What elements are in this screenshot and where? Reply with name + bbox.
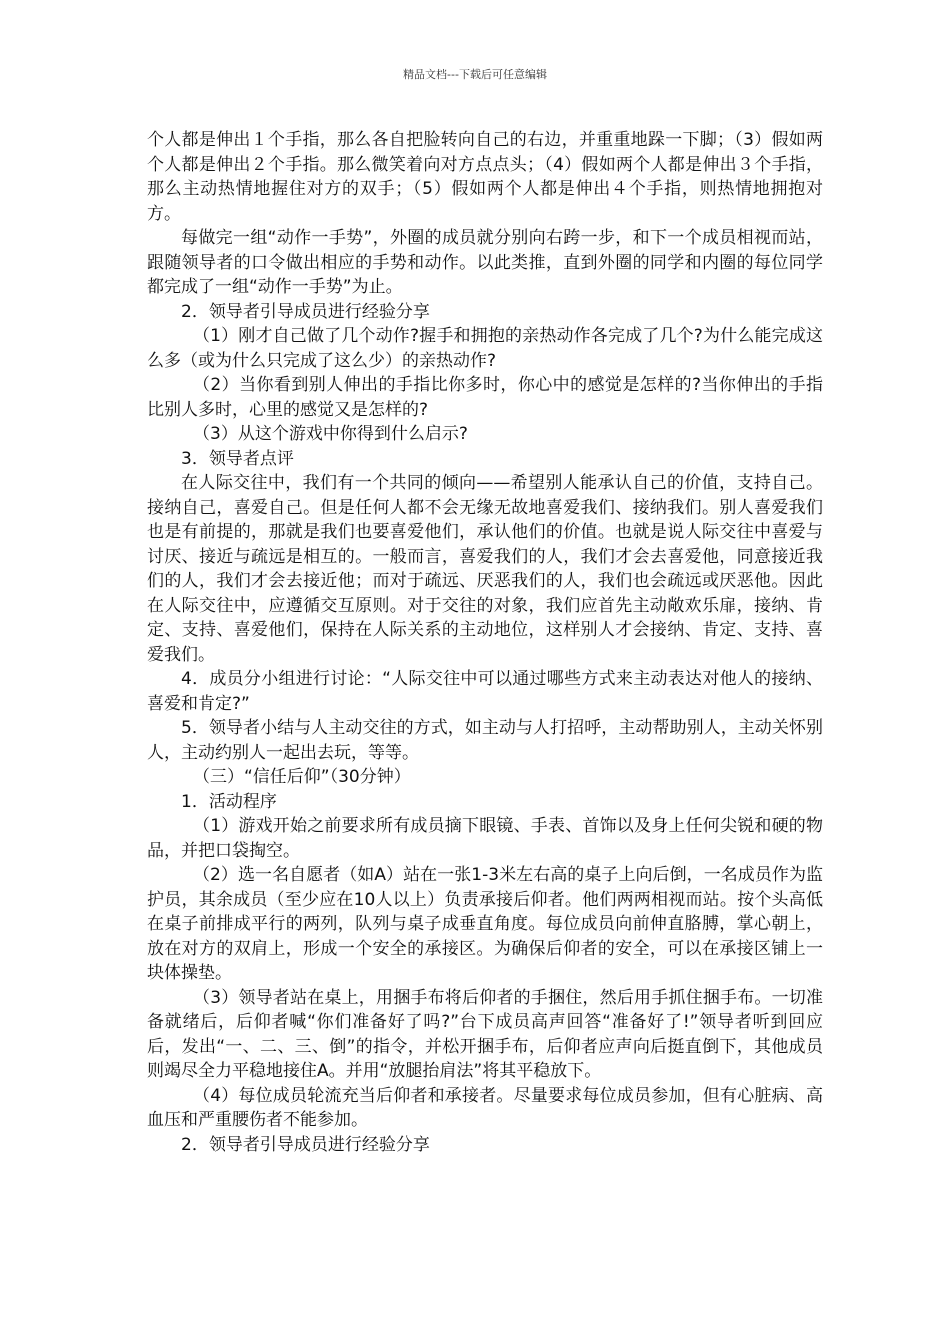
- paragraph: 在人际交往中，我们有一个共同的倾向——希望别人能承认自己的价值，支持自己。接纳自己，喜爱自己。但是任何人都不会无缘无故地喜爱我们、接纳我们。别人喜爱我们也是有前提的，那就是我们也要喜爱他们，承认他们的价值。也就是说人际交往中喜爱与讨厌、接近与疏远是相互的。一般而言，喜爱我们的人，我们才会去喜爱他，同意接近我们的人，我们才会去接近他；而对于疏远、厌恶我们的人，我们也会疏远或厌恶他。因此在人际交往中，应遵循交互原则。对于交往的对象，我们应首先主动敞欢乐扉，接纳、肯定、支持、喜爱他们，保持在人际关系的主动地位，这样别人才会接纳、肯定、支持、喜爱我们。: [147, 473, 823, 665]
- section-heading: 2．领导者引导成员进行经验分享: [181, 1134, 430, 1155]
- subsection-title: （三）“信任后仰”（30分钟）: [193, 767, 411, 787]
- list-item: （4）每位成员轮流充当后仰者和承接者。尽量要求每位成员参加，但有心脏病、高血压和严重腰伤者不能参加。: [147, 1085, 823, 1130]
- section-heading: 1．活动程序: [181, 791, 277, 812]
- paragraph: 个人都是伸出１个手指，那么各自把脸转向自己的右边，并重重地跺一下脚；（3）假如两个人都是伸出２个手指。那么微笑着向对方点点头；（4）假如两个人都是伸出３个手指，那么主动热情地握住对方的双手；（5）假如两个人都是伸出４个手指，则热情地拥抱对方。: [147, 130, 823, 224]
- section-heading: 5．领导者小结与人主动交往的方式，如主动与人打招呼，主动帮助别人，主动关怀别人，主动约别人一起出去玩，等等。: [147, 718, 823, 763]
- list-item: （2）当你看到别人伸出的手指比你多时，你心中的感觉是怎样的?当你伸出的手指比别人多时，心里的感觉又是怎样的?: [147, 375, 823, 420]
- list-item: （3）领导者站在桌上，用捆手布将后仰者的手捆住，然后用手抓住捆手布。一切准备就绪后，后仰者喊“你们准备好了吗?”台下成员高声回答“准备好了!”领导者听到回应后，发出“一、二、三、倒”的指令，并松开捆手布，后仰者应声向后挺直倒下，其他成员则竭尽全力平稳地接住A。并用“放腿抬肩法”将其平稳放下。: [147, 987, 823, 1081]
- list-item: （2）选一名自愿者（如A）站在一张1-3米左右高的桌子上向后倒，一名成员作为监护员，其余成员（至少应在10人以上）负责承接后仰者。他们两两相视而站。按个头高低在桌子前排成平行的两列，队列与桌子成垂直角度。每位成员向前伸直胳膊，掌心朝上，放在对方的双肩上，形成一个安全的承接区。为确保后仰者的安全，可以在承接区铺上一块体操垫。: [147, 865, 823, 983]
- section-heading: 3．领导者点评: [181, 448, 294, 469]
- list-item: （3）从这个游戏中你得到什么启示?: [193, 424, 468, 444]
- section-heading: 2．领导者引导成员进行经验分享: [181, 301, 430, 322]
- document-body: [147, 128, 823, 1157]
- list-item: （1）游戏开始之前要求所有成员摘下眼镜、手表、首饰以及身上任何尖锐和硬的物品，并把口袋掏空。: [147, 816, 823, 861]
- list-item: （1）刚才自己做了几个动作?握手和拥抱的亲热动作各完成了几个?为什么能完成这么多（或为什么只完成了这么少）的亲热动作?: [147, 326, 823, 371]
- page-header: 精品文档---下载后可任意编辑: [403, 68, 547, 81]
- section-heading: 4．成员分小组进行讨论：“人际交往中可以通过哪些方式来主动表达对他人的接纳、喜爱和肯定?”: [147, 669, 823, 714]
- paragraph: 每做完一组“动作一手势”，外圈的成员就分别向右跨一步，和下一个成员相视而站，跟随领导者的口令做出相应的手势和动作。以此类推，直到外圈的同学和内圈的每位同学都完成了一组“动作一手势”为止。: [147, 228, 823, 297]
